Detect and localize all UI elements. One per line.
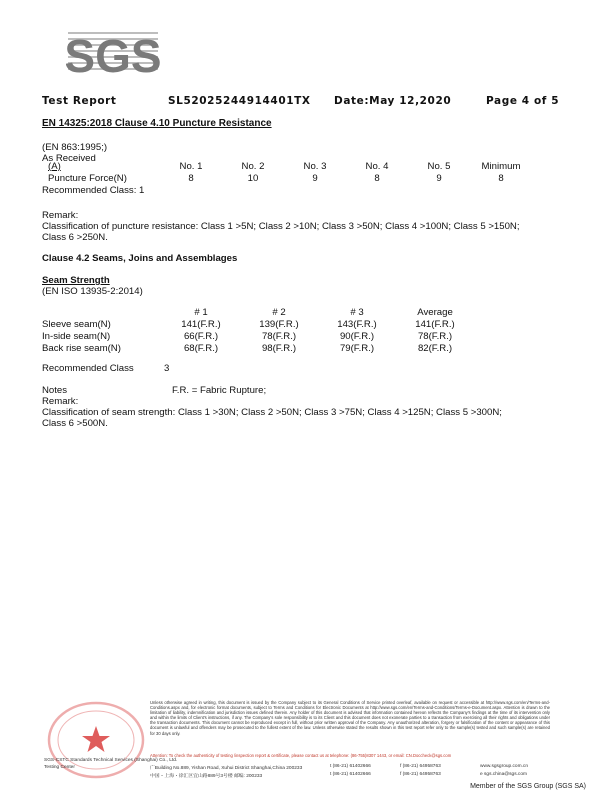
telephone-1: t (86-21) 61402666 [330,764,371,769]
seam-average: 141(F.R.) [415,319,455,330]
notes-label: Notes [42,385,68,396]
stamp-company: SGS-CSTC Standards Technical Services (Shanghai) Co., Ltd. [44,758,178,763]
address-en: 广Building No.889, Yishan Road, Xuhui District Shanghai,China 200233 [150,766,303,771]
report-date: Date:May 12,2020 [334,95,452,107]
report-number: SL52025244914401TX [168,95,311,107]
website: www.sgsgroup.com.cn [480,764,528,769]
table-row [42,331,474,343]
puncture-row-label: Puncture Force(N) [48,173,127,184]
address-cn: 中国・上海・徐汇区宜山路889号3号楼 邮编: 200233 [150,774,263,779]
puncture-col-min: Minimum [481,161,521,172]
seam-value: 141(F.R.) [181,319,221,330]
puncture-value: 9 [312,173,318,184]
seam-table [42,307,474,355]
fax-1: f (86-21) 64958763 [400,764,441,769]
seam-value: 98(F.R.) [261,343,297,354]
page-number: Page 4 of 5 [486,95,560,107]
sgs-logo-text: SGS [66,30,160,78]
seam-strength-title: Seam Strength [42,275,110,286]
test-report-label: Test Report [42,95,117,107]
puncture-data-row [42,173,532,185]
seam-value: 78(F.R.) [261,331,297,342]
seam-value: 79(F.R.) [339,343,375,354]
puncture-table [42,161,532,185]
seam-row-label: Sleeve seam(N) [42,319,111,330]
seam-col-3: # 3 [350,307,364,318]
seam-remark-label: Remark: [42,396,79,407]
sgs-logo [66,28,160,78]
seams-section-title: Clause 4.2 Seams, Joins and Assemblages [42,253,238,264]
seam-row-label: In-side seam(N) [42,331,111,342]
footer-email: e sgs.china@sgs.com [480,772,527,777]
puncture-title: EN 14325:2018 Clause 4.10 Puncture Resistance [42,118,272,129]
seam-recommended-value: 3 [164,363,170,374]
table-row [42,319,474,331]
puncture-value: 8 [188,173,194,184]
seam-remark-line2: Class 6 >500N. [42,418,108,429]
seam-remark-line1: Classification of seam strength: Class 1 >30N; Class 2 >50N; Class 3 >75N; Class 4 >125N; Class 5 >300N; [42,407,502,418]
seam-col-2: # 2 [272,307,286,318]
seam-strength-standard: (EN ISO 13935-2:2014) [42,286,143,297]
seam-value: 66(F.R.) [183,331,219,342]
seam-average: 78(F.R.) [417,331,453,342]
puncture-header-row [42,161,532,173]
seam-value: 68(F.R.) [183,343,219,354]
puncture-col-no2: No. 2 [241,161,265,172]
puncture-minimum: 8 [498,173,504,184]
puncture-col-no1: No. 1 [179,161,203,172]
sgs-logo-graphic [66,28,160,78]
footer-disclaimer: Unless otherwise agreed in writing, this document is issued by the Company subject to its General Conditions of Service printed overleaf, available on request or accessible at http://www.sgs.com/en/Terms-and-Conditions.aspx and, for electronic format documents, subject to Terms and Conditions for Electronic Documents at http://www.sgs.com/en/Terms-and-Conditions/Terms-e-Document.aspx. Attention is drawn to the limitation of liability, indemnification and jurisdiction issues defined therein. Any holder of this document is advised that information contained hereon reflects the Company's findings at the time of its intervention only and within the limits of Client's instructions, if any. The Company's sole responsibility is to its Client and this document does not exonerate parties to a transaction from exercising all their rights and obligations under the transaction documents. This document cannot be reproduced except in full, without prior written approval of the Company. Any unauthorized alteration, forgery or falsification of the content or appearance of this document is unlawful and offenders may be prosecuted to the fullest extent of the law. Unless otherwise stated the results shown in this test report refer only to the sample(s) tested and such sample(s) are retained for 30 days only. [150,700,550,736]
puncture-value: 8 [374,173,380,184]
member-of-sgs-group: Member of the SGS Group (SGS SA) [470,783,586,790]
seam-col-1: # 1 [194,307,208,318]
stamp-dept: Testing Center [44,765,75,770]
star-icon [82,726,110,752]
puncture-remark-label: Remark: [42,210,79,221]
puncture-remark-line1: Classification of puncture resistance: Class 1 >5N; Class 2 >10N; Class 3 >50N; Class 4 >100N; Class 5 >150N; [42,221,520,232]
telephone-2: t (86-21) 61402666 [330,772,371,777]
fax-2: f (86-21) 64958763 [400,772,441,777]
seam-value: 139(F.R.) [259,319,299,330]
puncture-condition: As Received [42,153,96,164]
seam-average: 82(F.R.) [417,343,453,354]
puncture-standard: (EN 863:1995;) [42,142,108,153]
notes-value: F.R. = Fabric Rupture; [172,385,267,396]
seam-col-average: Average [417,307,453,318]
puncture-col-no5: No. 5 [427,161,451,172]
puncture-value: 9 [436,173,442,184]
seam-col-label [42,307,162,319]
seam-header-row [42,307,474,319]
puncture-remark-line2: Class 6 >250N. [42,232,108,243]
puncture-value: 10 [247,173,259,184]
puncture-recommended: Recommended Class: 1 [42,185,145,196]
seam-value: 143(F.R.) [337,319,377,330]
seam-row-label: Back rise seam(N) [42,343,121,354]
seam-recommended-label: Recommended Class [42,363,134,374]
footer-attention: Attention: To check the authenticity of testing /inspection report & certificate, please contact us at telephone: (86-755)8307 1443, or email: CN.Doccheck@sgs.com [150,753,452,758]
puncture-col-a: (A) [48,161,61,172]
puncture-col-no3: No. 3 [303,161,327,172]
puncture-col-no4: No. 4 [365,161,389,172]
seam-value: 90(F.R.) [339,331,375,342]
table-row [42,343,474,355]
